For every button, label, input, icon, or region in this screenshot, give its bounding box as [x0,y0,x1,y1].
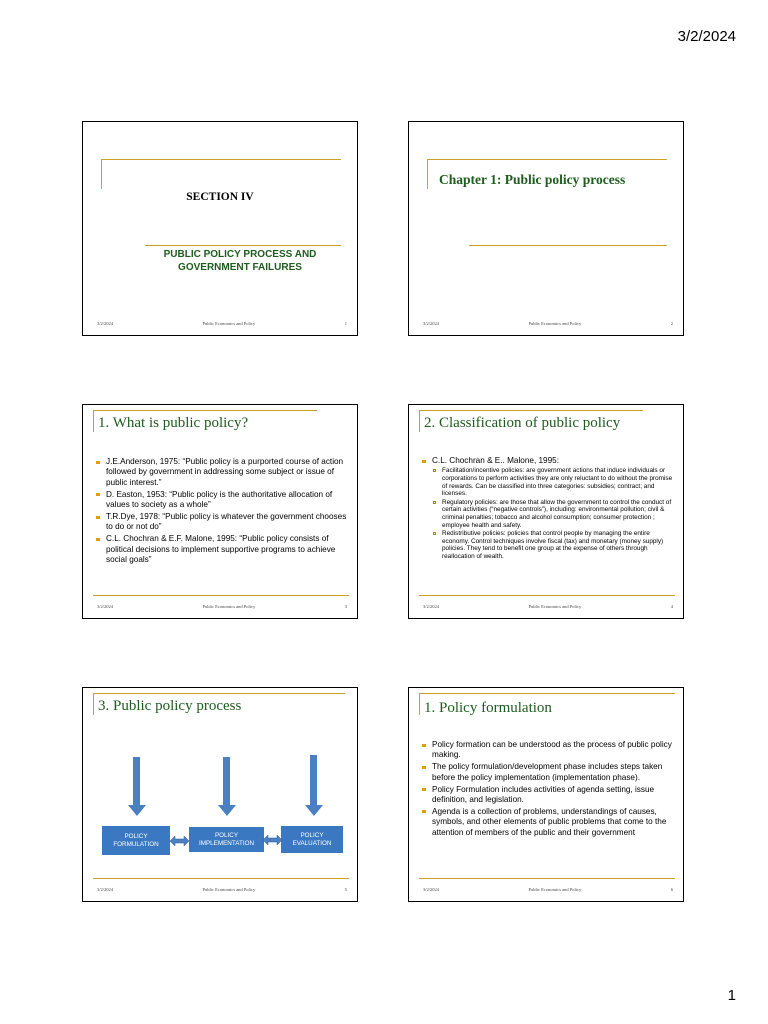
accent-line [419,595,675,596]
footer-slide-number: 6 [670,887,673,892]
bullet-item: Agenda is a collection of problems, understandings of causes, symbols, and other elements of public problems that come to the attention of members of the public and their government [421,807,673,838]
slide-3[interactable] [82,404,358,619]
section-heading: SECTION IV [186,191,254,203]
accent-line [93,595,349,596]
footer-course: Public Economics and Policy [528,887,582,892]
down-arrow-shaft [133,757,140,805]
accent-line [419,410,643,411]
bullet-item [421,456,673,561]
slide-footer [97,321,347,326]
footer-date: 3/2/2024 [423,604,440,609]
slide-title: 2. Classification of public policy [424,415,621,431]
bullet-item: T.R.Dye, 1978: “Public policy is whatever the government chooses to do or not do” [95,512,347,533]
slide-4[interactable] [408,404,684,619]
footer-date: 3/2/2024 [423,887,440,892]
accent-line [419,410,420,432]
down-arrow-icon [305,805,323,816]
bullet-list [421,456,673,562]
bullet-item: D. Easton, 1953: “Public policy is the authoritative allocation of values to society as a whole” [95,490,347,511]
policy-evaluation-box: POLICY EVALUATION [281,826,343,853]
accent-line [419,878,675,879]
accent-line [427,159,428,189]
slide-title: 1. What is public policy? [98,415,249,431]
footer-slide-number: 4 [670,604,673,609]
footer-date: 3/2/2024 [97,887,114,892]
down-arrow-shaft [310,755,317,805]
footer-course: Public Economics and Policy [202,604,256,609]
bullet-item: The policy formulation/development phase includes steps taken before the policy implementation (implementation phase). [421,762,673,783]
accent-line [101,159,341,160]
section-subheading: PUBLIC POLICY PROCESS AND GOVERNMENT FAILURES [163,249,317,273]
footer-course: Public Economics and Policy [528,604,582,609]
double-arrow-icon [170,835,189,847]
page-date: 3/2/2024 [677,28,736,45]
bullet-list [95,457,347,567]
footer-slide-number: 5 [344,887,347,892]
sub-bullet-item: Regulatory policies: are those that allow the government to control the conduct of certain activities (“negative controls”), including: environmental pollution; civil & criminal penalties; tobacco and alcohol consumption; consumer protection ; employee health and safety. [432,499,673,529]
footer-date: 3/2/2024 [423,321,440,326]
page-number: 1 [727,987,736,1004]
sub-bullet-item: Facilitation/incentive policies: are government actions that induce individuals or corporations to perform activities they are only reluctant to do without the promise of rewards. Can be classified into three categories: subsidies; contract; and licenses. [432,467,673,497]
accent-line [145,245,341,246]
bullet-item: Policy formation can be understood as the process of public policy making. [421,740,673,761]
footer-date: 3/2/2024 [97,604,114,609]
accent-line [419,693,675,694]
footer-course: Public Economics and Policy [528,321,582,326]
accent-line [419,693,420,715]
sub-bullet-item: Redistributive policies: policies that control people by managing the entire economy. Control techniques involve fiscal (tax) and monetary (money supply) policies. They tend to benefit one group at the expense of others through reallocation of wealth. [432,530,673,560]
slide-footer [423,887,673,892]
policy-formulation-box: POLICY FORMULATION [102,826,170,855]
slide-title: 3. Public policy process [98,698,242,714]
bullet-item: Policy Formulation includes activities of agenda setting, issue definition, and legislation. [421,785,673,806]
bullet-item: J.E.Anderson, 1975: “Public policy is a purported course of action followed by government in addressing some subject or issue of public interest.” [95,457,347,488]
accent-line [93,410,317,411]
footer-slide-number: 2 [670,321,673,326]
accent-line [427,159,667,160]
accent-line [93,693,94,715]
slide-footer [97,887,347,892]
down-arrow-shaft [223,757,230,805]
slide-footer [423,321,673,326]
bullet-text: C.L. Chochran & E.. Malone, 1995: [432,456,559,465]
policy-implementation-box: POLICY IMPLEMENTATION [189,827,264,852]
footer-date: 3/2/2024 [97,321,114,326]
accent-line [101,159,102,189]
footer-slide-number: 1 [344,321,347,326]
accent-line [93,410,94,432]
slide-1[interactable] [82,121,358,336]
slide-2[interactable] [408,121,684,336]
slide-title: Chapter 1: Public policy process [439,172,626,187]
slide-footer [423,604,673,609]
accent-line [93,693,345,694]
accent-line [469,245,667,246]
sub-bullet-list [432,467,673,560]
slide-footer [97,604,347,609]
bullet-item: C.L. Chochran & E.F. Malone, 1995: “Public policy consists of political decisions to implement supportive programs to achieve social goals” [95,534,347,565]
double-arrow-icon [263,834,282,846]
slide-5[interactable] [82,687,358,902]
footer-slide-number: 3 [344,604,347,609]
accent-line [93,878,349,879]
bullet-list [421,740,673,840]
slide-title: 1. Policy formulation [424,700,552,716]
down-arrow-icon [218,805,236,816]
footer-course: Public Economics and Policy [202,887,256,892]
footer-course: Public Economics and Policy [202,321,256,326]
down-arrow-icon [128,805,146,816]
slide-6[interactable] [408,687,684,902]
